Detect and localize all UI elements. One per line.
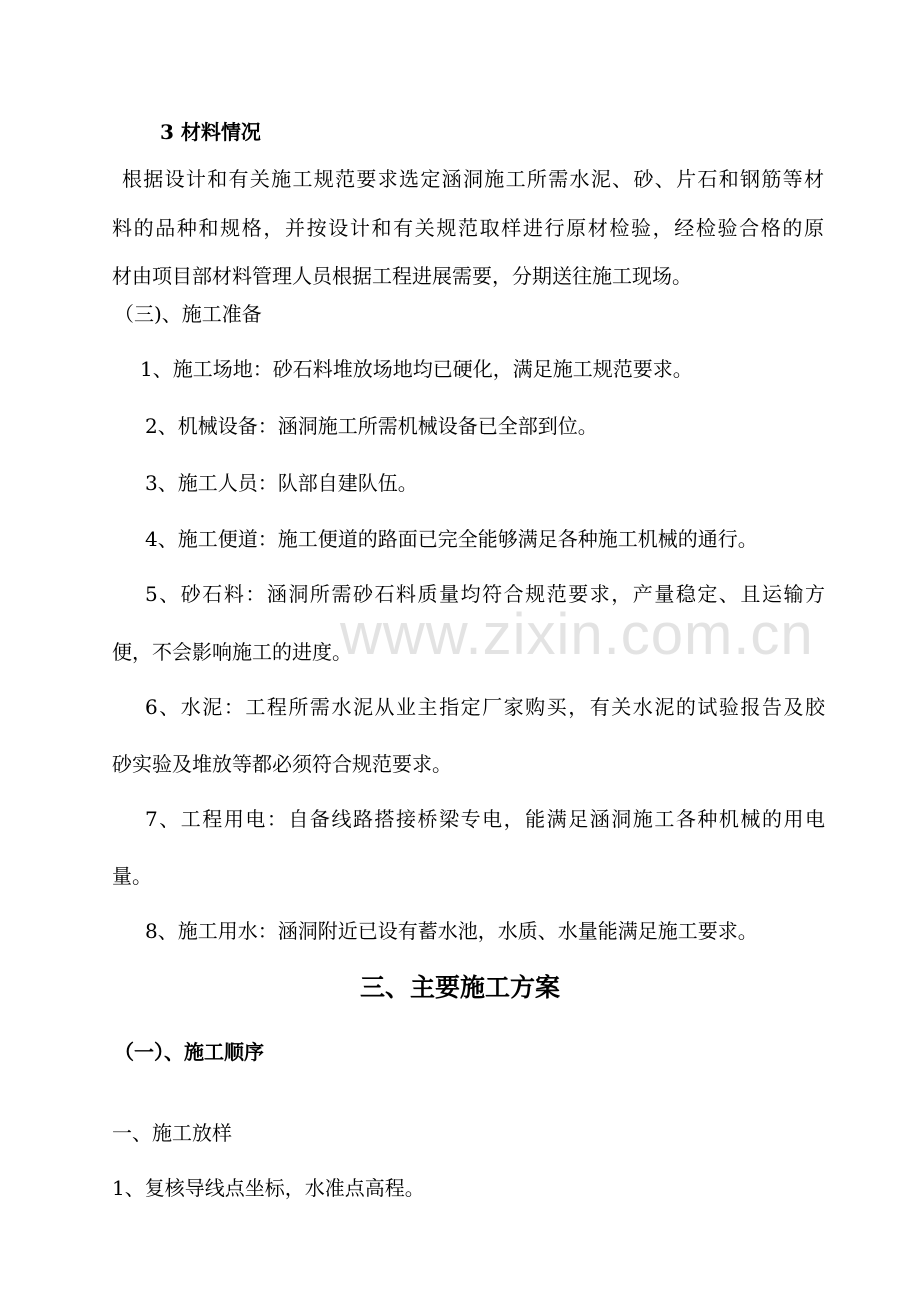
prep-item-water: 8、施工用水：涵洞附近已设有蓄水池，水质、水量能满足施工要求。 bbox=[145, 919, 758, 943]
prep-item-aggregate-line-1: 5、砂石料：涵洞所需砂石料质量均符合规范要求，产量稳定、且运输方 bbox=[145, 582, 825, 606]
prep-item-cement-line-2: 砂实验及堆放等都必须符合规范要求。 bbox=[112, 752, 452, 776]
prep-item-cement-line-1: 6、水泥：工程所需水泥从业主指定厂家购买，有关水泥的试验报告及胶 bbox=[145, 695, 825, 719]
watermark: www.zixin.com.cn bbox=[340, 602, 814, 667]
prep-item-personnel: 3、施工人员：队部自建队伍。 bbox=[145, 471, 418, 495]
preparation-heading: （三)、施工准备 bbox=[114, 302, 262, 326]
prep-item-equipment: 2、机械设备：涵洞施工所需机械设备已全部到位。 bbox=[145, 414, 598, 438]
subsection-heading: （一）、施工顺序 bbox=[114, 1040, 264, 1064]
prep-item-electricity-line-1: 7、工程用电：自备线路搭接桥梁专电，能满足涵洞施工各种机械的用电 bbox=[145, 807, 825, 831]
prep-item-electricity-line-2: 量。 bbox=[112, 864, 152, 888]
material-paragraph-line-2: 料的品种和规格，并按设计和有关规范取样进行原材检验，经检验合格的原 bbox=[112, 216, 824, 240]
prep-item-site: 1、施工场地：砂石料堆放场地均已硬化，满足施工规范要求。 bbox=[140, 357, 693, 381]
material-paragraph-line-3: 材由项目部材料管理人员根据工程进展需要，分期送往施工现场。 bbox=[112, 264, 692, 288]
chapter-heading: 三、主要施工方案 bbox=[359, 973, 560, 1002]
step-heading: 一、施工放样 bbox=[112, 1121, 232, 1145]
section-heading: 3 材料情况 bbox=[160, 120, 261, 144]
material-paragraph-line-1: 根据设计和有关施工规范要求选定涵洞施工所需水泥、砂、片石和钢筋等材 bbox=[122, 167, 824, 191]
prep-item-access-road: 4、施工便道：施工便道的路面已完全能够满足各种施工机械的通行。 bbox=[145, 527, 758, 551]
step-item: 1、复核导线点坐标，水准点高程。 bbox=[112, 1176, 425, 1200]
prep-item-aggregate-line-2: 便，不会影响施工的进度。 bbox=[112, 640, 352, 664]
